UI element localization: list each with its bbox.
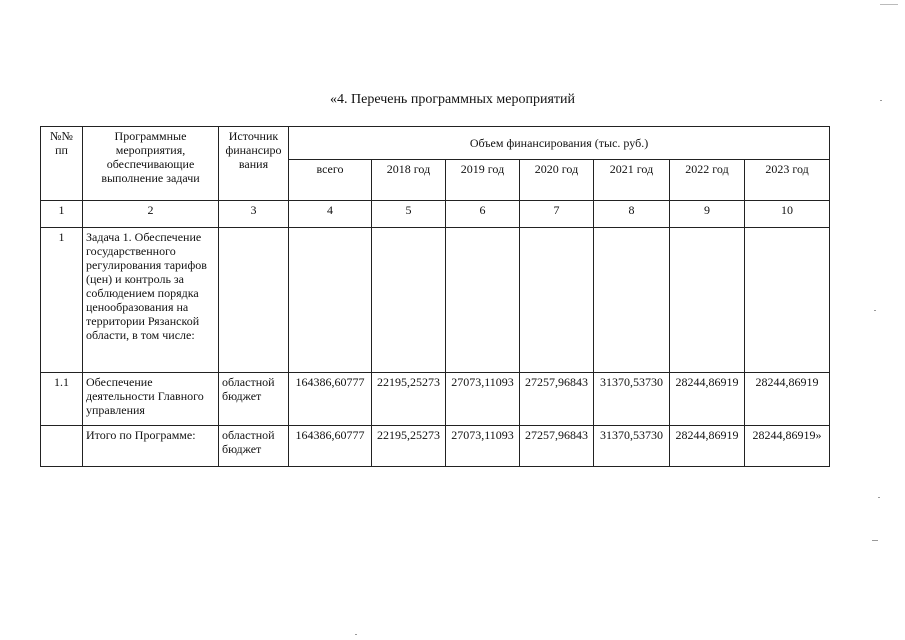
column-number: 5 (372, 201, 446, 228)
page-title: «4. Перечень программных мероприятий (330, 92, 575, 107)
header-year: 2018 год (372, 160, 446, 201)
column-number-row (41, 201, 830, 228)
empty-cell (670, 228, 745, 373)
header-funding-group: Объем финансирования (тыс. руб.) (289, 127, 830, 160)
total-year-value: 31370,53730 (594, 426, 670, 467)
task-num: 1 (41, 228, 83, 373)
empty-cell (41, 426, 83, 467)
header-year: 2021 год (594, 160, 670, 201)
total-year-value: 27257,96843 (520, 426, 594, 467)
column-number: 7 (520, 201, 594, 228)
column-number: 1 (41, 201, 83, 228)
empty-cell (219, 228, 289, 373)
item-year-value: 28244,86919 (670, 373, 745, 426)
empty-cell (520, 228, 594, 373)
total-year-value: 28244,86919 (670, 426, 745, 467)
item-year-value: 27257,96843 (520, 373, 594, 426)
header-row-1 (41, 127, 830, 160)
scan-speck (878, 497, 880, 498)
column-number: 10 (745, 201, 830, 228)
item-year-value: 22195,25273 (372, 373, 446, 426)
program-table (40, 126, 830, 467)
header-year: 2023 год (745, 160, 830, 201)
item-year-value: 31370,53730 (594, 373, 670, 426)
header-total: всего (289, 160, 372, 201)
header-year: 2020 год (520, 160, 594, 201)
total-sum: 164386,60777 (289, 426, 372, 467)
item-row (41, 373, 830, 426)
scan-speck (872, 540, 878, 541)
scan-speck (355, 634, 357, 635)
column-number: 6 (446, 201, 520, 228)
column-number: 8 (594, 201, 670, 228)
item-total: 164386,60777 (289, 373, 372, 426)
header-year: 2019 год (446, 160, 520, 201)
column-number: 4 (289, 201, 372, 228)
header-source: Источник финансиро вания (219, 127, 289, 201)
task-text: Задача 1. Обеспечение государственного регулирования тарифов (цен) и контроль за соблюдением порядка ценообразования на территории Рязанской области, в том числе: (83, 228, 219, 373)
scan-speck (880, 4, 898, 5)
empty-cell (594, 228, 670, 373)
item-source: областной бюджет (219, 373, 289, 426)
header-num: №№ пп (41, 127, 83, 201)
task-row (41, 228, 830, 373)
total-year-value: 22195,25273 (372, 426, 446, 467)
total-year-value: 27073,11093 (446, 426, 520, 467)
header-measures: Программные мероприятия, обеспечивающие выполнение задачи (83, 127, 219, 201)
item-year-value: 27073,11093 (446, 373, 520, 426)
item-year-value: 28244,86919 (745, 373, 830, 426)
empty-cell (372, 228, 446, 373)
total-year-value: 28244,86919» (745, 426, 830, 467)
column-number: 3 (219, 201, 289, 228)
empty-cell (745, 228, 830, 373)
item-num: 1.1 (41, 373, 83, 426)
total-row (41, 426, 830, 467)
scan-speck (874, 310, 876, 311)
empty-cell (289, 228, 372, 373)
item-text: Обеспечение деятельности Главного управления (83, 373, 219, 426)
column-number: 2 (83, 201, 219, 228)
column-number: 9 (670, 201, 745, 228)
total-source: областной бюджет (219, 426, 289, 467)
total-text: Итого по Программе: (83, 426, 219, 467)
header-year: 2022 год (670, 160, 745, 201)
empty-cell (446, 228, 520, 373)
scan-speck (880, 100, 882, 101)
